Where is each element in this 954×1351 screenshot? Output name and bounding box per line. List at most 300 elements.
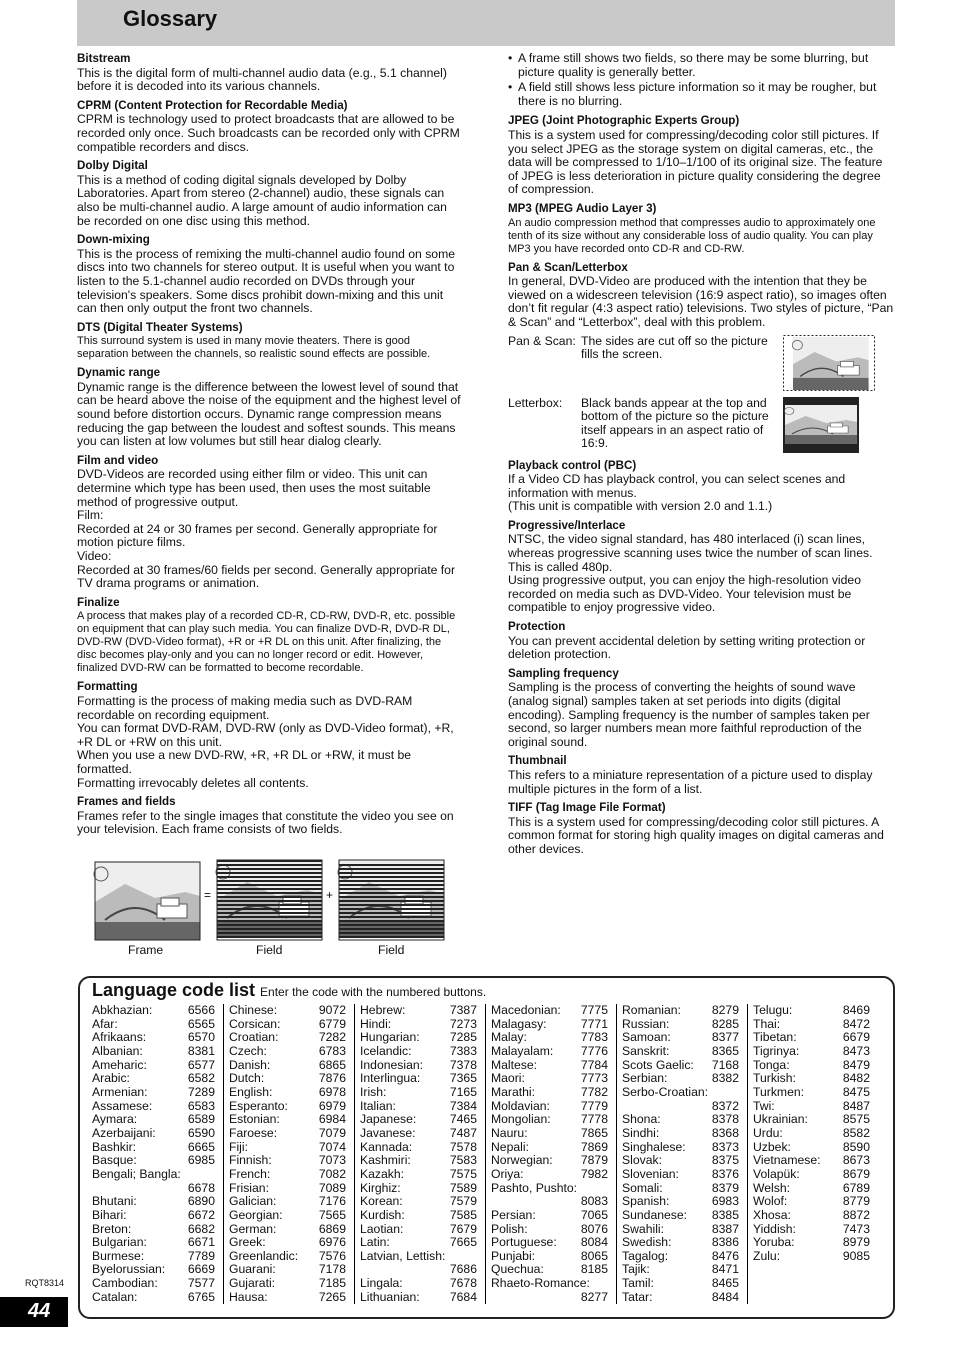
pan-scan-label: Pan & Scan:: [508, 333, 576, 348]
language-name: German:: [229, 1221, 277, 1236]
glossary-text: Dynamic range is the difference between the lowest level of sound that can be heard above the noise of the equipment and the highest level of sound before distortion occurs. Dynamic range compression means reducing the gap between the loudest and softest sounds. This means you can listen at low volumes but still hear dialog clearly.: [77, 379, 461, 449]
language-name: Tonga:: [753, 1057, 790, 1072]
language-name: Kurdish:: [360, 1207, 405, 1222]
glossary-term: CPRM (Content Protection for Recordable Media): [77, 98, 348, 112]
language-column: [92, 1004, 223, 1304]
language-row: [360, 1045, 485, 1059]
glossary-entry: [77, 366, 463, 449]
glossary-term: Dolby Digital: [77, 159, 148, 173]
language-row: [92, 1195, 223, 1209]
language-row: [360, 1072, 485, 1086]
language-code: 7789: [187, 1248, 215, 1263]
language-name: Polish:: [491, 1221, 528, 1236]
language-code: 7686: [449, 1262, 477, 1277]
language-name: Hungarian:: [360, 1030, 420, 1045]
language-code: 6985: [187, 1153, 215, 1168]
language-name: Dutch:: [229, 1071, 265, 1086]
glossary-term: Bitstream: [77, 52, 131, 65]
language-name: Vietnamese:: [753, 1153, 821, 1168]
language-code: 6590: [187, 1125, 215, 1140]
language-code: 6679: [842, 1030, 870, 1045]
language-row: [92, 1004, 223, 1018]
glossary-term: Formatting: [77, 680, 138, 694]
language-code: 7082: [318, 1166, 346, 1181]
language-row: [622, 1072, 747, 1086]
glossary-term: Frames and fields: [77, 795, 176, 809]
language-code: 7473: [842, 1221, 870, 1236]
language-column: [354, 1004, 485, 1304]
language-code: 7773: [580, 1071, 608, 1086]
language-name: Pashto, Pushto:: [491, 1180, 578, 1195]
language-name: Afrikaans:: [92, 1030, 147, 1045]
language-row: [622, 1100, 747, 1114]
language-code-heading: Language code list: [92, 980, 256, 1000]
glossary-text: This refers to a miniature representation of a picture used to display multiple pictures in the form of a list.: [508, 767, 873, 796]
language-row: [360, 1127, 485, 1141]
language-code: 7585: [449, 1207, 477, 1222]
language-code: 8084: [580, 1235, 608, 1250]
language-code: 6979: [318, 1098, 346, 1113]
language-row: [622, 1086, 747, 1100]
language-code: 8465: [711, 1276, 739, 1291]
language-code: 8872: [842, 1207, 870, 1222]
language-name: Galician:: [229, 1194, 277, 1209]
language-row: [92, 1045, 223, 1059]
language-name: Icelandic:: [360, 1043, 412, 1058]
language-name: Estonian:: [229, 1112, 280, 1127]
language-row: [360, 1209, 485, 1223]
glossary-text: This is a system used for compressing/decoding color still pictures. If you select JPEG as the storage system on digital cameras, etc., the data will be compressed to 1/10–1/100 of its original size. The feature of JPEG is less deterioration in picture quality considering the degree of compression.: [508, 127, 883, 197]
language-name: Ameharic:: [92, 1057, 147, 1072]
language-row: [753, 1086, 878, 1100]
language-row: [491, 1236, 616, 1250]
language-row: [491, 1209, 616, 1223]
language-code: 7876: [318, 1071, 346, 1086]
language-row: [229, 1018, 354, 1032]
glossary-text: Using progressive output, you can enjoy the high-resolution video recorded on media such as DVD-Video. Your television must be compatible to enjoy progressive video.: [508, 573, 861, 615]
glossary-text: Sampling is the process of converting the heights of sound wave (analog signal) samples taken at set periods into digits (digital encoding). Sampling frequency is the number of samples taken per second, so larger numbers mean more faithful reproduction of the original sound.: [508, 680, 870, 749]
language-code: 7383: [449, 1043, 477, 1058]
language-row: [491, 1113, 616, 1127]
language-code: 8386: [711, 1235, 739, 1250]
language-name: Breton:: [92, 1221, 132, 1236]
language-row: [622, 1031, 747, 1045]
language-code: 6672: [187, 1207, 215, 1222]
language-row: [229, 1263, 354, 1277]
language-column: [747, 1004, 878, 1304]
language-name: Serbian:: [622, 1071, 668, 1086]
language-name: Quechua:: [491, 1262, 544, 1277]
language-name: Bulgarian:: [92, 1235, 147, 1250]
language-code: 8472: [842, 1016, 870, 1031]
language-code: 7576: [318, 1248, 346, 1263]
language-code: 7775: [580, 1003, 608, 1017]
language-name: Turkmen:: [753, 1084, 805, 1099]
language-row: [622, 1209, 747, 1223]
glossary-term: MP3 (MPEG Audio Layer 3): [508, 201, 657, 215]
glossary-term: Thumbnail: [508, 754, 567, 768]
language-name: Sundanese:: [622, 1207, 688, 1222]
glossary-term: Pan & Scan/Letterbox: [508, 260, 628, 274]
language-code: 7289: [187, 1084, 215, 1099]
glossary-entry: [77, 233, 463, 316]
language-row: [753, 1059, 878, 1073]
language-row: [229, 1086, 354, 1100]
language-name: Somali:: [622, 1180, 663, 1195]
glossary-entry: [508, 202, 894, 256]
language-row: [92, 1127, 223, 1141]
language-row: [92, 1209, 223, 1223]
language-name: Abkhazian:: [92, 1003, 153, 1017]
language-row: [229, 1195, 354, 1209]
language-code: 7365: [449, 1071, 477, 1086]
letterbox-image: [783, 397, 859, 453]
glossary-text: An audio compression method that compresses audio to approximately one tenth of its size without any considerable loss of audio quality. You can play MP3 you have recorded onto CD-R and CD-RW.: [508, 216, 876, 255]
language-row: [360, 1086, 485, 1100]
language-code: 6669: [187, 1262, 215, 1277]
language-code: 7865: [580, 1125, 608, 1140]
language-row: [491, 1018, 616, 1032]
language-code: 8469: [842, 1003, 870, 1017]
glossary-text: This is the digital form of multi-channel audio data (e.g., 5.1 channel) before it is decoded into its various channels.: [77, 65, 447, 94]
language-row: [229, 1223, 354, 1237]
language-row: [622, 1182, 747, 1196]
language-name: Hausa:: [229, 1289, 268, 1304]
language-row: [753, 1154, 878, 1168]
language-name: Kazakh:: [360, 1166, 405, 1181]
language-row: [92, 1100, 223, 1114]
language-code: 7285: [449, 1030, 477, 1045]
language-row: [92, 1113, 223, 1127]
language-name: Greek:: [229, 1235, 266, 1250]
language-name: Rhaeto-Romance:: [491, 1276, 590, 1291]
pan-scan-text: The sides are cut off so the picture fills the screen.: [581, 333, 768, 362]
language-name: Armenian:: [92, 1084, 148, 1099]
language-name: Korean:: [360, 1194, 403, 1209]
language-name: Volapük:: [753, 1166, 800, 1181]
language-name: Tibetan:: [753, 1030, 797, 1045]
language-row: [491, 1277, 616, 1291]
language-row: [229, 1072, 354, 1086]
glossary-term: DTS (Digital Theater Systems): [77, 320, 243, 334]
language-name: Laotian:: [360, 1221, 404, 1236]
pan-scan-row: [508, 335, 894, 391]
glossary-term: JPEG (Joint Photographic Experts Group): [508, 114, 740, 128]
field-caption-1: Field: [256, 943, 283, 957]
language-name: Burmese:: [92, 1248, 145, 1263]
language-code: 7784: [580, 1057, 608, 1072]
glossary-term: Progressive/Interlace: [508, 518, 626, 532]
language-code: 7783: [580, 1030, 608, 1045]
language-code-subtitle: Enter the code with the numbered buttons.: [260, 985, 487, 999]
language-row: [622, 1141, 747, 1155]
language-name: Serbo-Croatian:: [622, 1084, 709, 1099]
language-code: 6570: [187, 1030, 215, 1045]
glossary-text: This is a system used for compressing/decoding color still pictures. A common format for storing high quality images on digital cameras and other devices.: [508, 814, 884, 856]
language-name: Tagalog:: [622, 1248, 669, 1263]
language-code: 8373: [711, 1139, 739, 1154]
language-code: 8279: [711, 1003, 739, 1017]
glossary-text: A process that makes play of a recorded CD-R, CD-RW, DVD-R, etc. possible on equipment that can play such media. You can finalize DVD-R, DVD-R DL, DVD-RW (DVD-Video format), +R or +R DL on this unit. After finalizing, the disc becomes play-only and you can no longer record or edit. However, finalized DVD-RW can be formatted to become recordable.: [77, 610, 456, 675]
language-row: [753, 1250, 878, 1264]
glossary-entry: [77, 99, 463, 154]
glossary-text: Formatting irrevocably deletes all contents.: [77, 775, 309, 790]
language-code: 6976: [318, 1235, 346, 1250]
language-name: Italian:: [360, 1098, 396, 1113]
language-row: [229, 1004, 354, 1018]
language-code: 7778: [580, 1112, 608, 1127]
language-code: 6671: [187, 1235, 215, 1250]
equals-sign: =: [204, 888, 212, 902]
language-name: Uzbek:: [753, 1139, 791, 1154]
language-code: 8365: [711, 1043, 739, 1058]
language-code: 6577: [187, 1057, 215, 1072]
language-name: Latvian, Lettish:: [360, 1248, 446, 1263]
language-name: Indonesian:: [360, 1057, 424, 1072]
language-row: [491, 1141, 616, 1155]
language-row: [753, 1031, 878, 1045]
glossary-term: TIFF (Tag Image File Format): [508, 801, 666, 815]
language-name: Lingala:: [360, 1276, 403, 1291]
glossary-text: You can format DVD-RAM, DVD-RW (only as DVD-Video format), +R, +R DL or +RW on this unit.: [77, 721, 454, 749]
language-row: [229, 1236, 354, 1250]
language-row: [360, 1277, 485, 1291]
language-name: Yoruba:: [753, 1235, 795, 1250]
glossary-term: Protection: [508, 620, 566, 634]
glossary-text: Frames refer to the single images that constitute the video you see on your television. Each frame consists of two fields.: [77, 808, 454, 837]
language-row: [92, 1250, 223, 1264]
language-name: Bhutani:: [92, 1194, 137, 1209]
language-code: 7578: [449, 1139, 477, 1154]
language-name: Ukrainian:: [753, 1112, 808, 1127]
language-name: Oriya:: [491, 1166, 524, 1181]
language-code: 6566: [187, 1003, 215, 1017]
glossary-entry: [508, 801, 894, 856]
language-code: 8387: [711, 1221, 739, 1236]
language-name: Xhosa:: [753, 1207, 791, 1222]
language-row: [753, 1018, 878, 1032]
language-name: Portuguese:: [491, 1235, 557, 1250]
page-header: [77, 0, 895, 46]
language-row: [491, 1031, 616, 1045]
language-code: 7565: [318, 1207, 346, 1222]
glossary-entry: [508, 459, 894, 514]
language-row: [360, 1113, 485, 1127]
language-name: Japanese:: [360, 1112, 417, 1127]
language-code: 6665: [187, 1139, 215, 1154]
language-name: Maori:: [491, 1071, 525, 1086]
language-name: Corsican:: [229, 1016, 281, 1031]
glossary-entry: [77, 795, 463, 837]
language-code: 8582: [842, 1125, 870, 1140]
language-row: [229, 1168, 354, 1182]
language-row: [491, 1154, 616, 1168]
language-code: 8372: [711, 1098, 739, 1113]
language-row: [622, 1277, 747, 1291]
language-row: [491, 1059, 616, 1073]
language-name: Kirghiz:: [360, 1180, 401, 1195]
language-name: Gujarati:: [229, 1276, 276, 1291]
language-row: [360, 1236, 485, 1250]
language-name: Swedish:: [622, 1235, 672, 1250]
language-name: Shona:: [622, 1112, 661, 1127]
language-row: [491, 1291, 616, 1305]
language-row: [229, 1154, 354, 1168]
glossary-entry: [508, 114, 894, 197]
language-code: 7073: [318, 1153, 346, 1168]
language-row: [229, 1277, 354, 1291]
language-row: [229, 1182, 354, 1196]
language-name: Georgian:: [229, 1207, 283, 1222]
language-row: [622, 1127, 747, 1141]
glossary-term: Playback control (PBC): [508, 458, 637, 472]
language-name: Russian:: [622, 1016, 670, 1031]
language-row: [753, 1195, 878, 1209]
language-name: Guarani:: [229, 1262, 276, 1277]
language-code: 8482: [842, 1071, 870, 1086]
glossary-text: This is a method of coding digital signals developed by Dolby Laboratories. Apart from stereo (2-channel) audio, these signals can also be multi-channel audio. A large amount of audio information can be recorded on one disc using this method.: [77, 172, 447, 228]
frame-caption: Frame: [128, 943, 164, 957]
language-row: [491, 1168, 616, 1182]
language-name: Hindi:: [360, 1016, 392, 1031]
language-row: [753, 1100, 878, 1114]
letterbox-row: [508, 397, 894, 453]
language-code-title: [92, 980, 486, 1001]
language-row: [92, 1223, 223, 1237]
language-row: [753, 1168, 878, 1182]
language-row: [753, 1209, 878, 1223]
glossary-term: Film and video: [77, 453, 159, 467]
language-row: [229, 1100, 354, 1114]
language-name: Spanish:: [622, 1194, 670, 1209]
language-name: Arabic:: [92, 1071, 130, 1086]
language-code: 6865: [318, 1057, 346, 1072]
language-code: 8083: [580, 1194, 608, 1209]
language-row: [92, 1031, 223, 1045]
field-caption-2: Field: [378, 943, 405, 957]
language-name: Interlingua:: [360, 1071, 421, 1086]
glossary-term: Dynamic range: [77, 366, 161, 380]
language-name: Mongolian:: [491, 1112, 551, 1127]
language-code: 7176: [318, 1194, 346, 1209]
language-row: [360, 1004, 485, 1018]
language-row: [229, 1141, 354, 1155]
language-row: [622, 1045, 747, 1059]
language-name: Malay:: [491, 1030, 527, 1045]
language-code: 8473: [842, 1043, 870, 1058]
language-row: [92, 1086, 223, 1100]
language-name: Yiddish:: [753, 1221, 796, 1236]
language-code: 7782: [580, 1084, 608, 1099]
language-code: 6890: [187, 1194, 215, 1209]
language-name: Maltese:: [491, 1057, 538, 1072]
language-row: [92, 1018, 223, 1032]
language-code: 8479: [842, 1057, 870, 1072]
language-code: 7387: [449, 1003, 477, 1017]
glossary-entry: [77, 596, 463, 676]
language-row: [229, 1059, 354, 1073]
language-code: 9085: [842, 1248, 870, 1263]
language-name: Danish:: [229, 1057, 271, 1072]
language-code: 7575: [449, 1166, 477, 1181]
glossary-text: This is the process of remixing the multi-channel audio found on some discs into two channels for stereo output. It is useful when you want to listen to the 5.1-channel audio recorded on DVDs through your television's speakers. Some discs prohibit down-mixing and this unit can then only output the front two channels.: [77, 246, 456, 316]
glossary-column-left: [77, 52, 463, 842]
language-name: Wolof:: [753, 1194, 788, 1209]
glossary-entry: [77, 159, 463, 228]
language-code: 7684: [449, 1289, 477, 1304]
language-name: Singhalese:: [622, 1139, 686, 1154]
glossary-text: Film:: [77, 508, 104, 523]
glossary-text: Recorded at 24 or 30 frames per second. Generally appropriate for motion picture films.: [77, 521, 438, 550]
language-code: 6582: [187, 1071, 215, 1086]
language-column: [485, 1004, 616, 1304]
glossary-text: You can prevent accidental deletion by setting writing protection or deletion protection.: [508, 633, 866, 662]
language-row: [622, 1004, 747, 1018]
language-name: Lithuanian:: [360, 1289, 420, 1304]
plus-sign: +: [326, 888, 334, 902]
language-row: [229, 1291, 354, 1305]
language-name: Chinese:: [229, 1003, 278, 1017]
language-name: Nauru:: [491, 1125, 528, 1140]
language-column: [616, 1004, 747, 1304]
language-name: Turkish:: [753, 1071, 796, 1086]
language-row: [360, 1291, 485, 1305]
language-code: 8379: [711, 1180, 739, 1195]
language-code: 8277: [580, 1289, 608, 1304]
language-name: Tajik:: [622, 1262, 650, 1277]
language-name: Bengali; Bangla:: [92, 1166, 181, 1181]
language-row: [92, 1277, 223, 1291]
page-number-tab: [0, 1297, 68, 1327]
language-code: 7185: [318, 1276, 346, 1291]
language-row: [229, 1045, 354, 1059]
glossary-entry: [77, 52, 463, 94]
frames-fields-figure: [93, 858, 449, 958]
language-name: Kannada:: [360, 1139, 413, 1154]
language-row: [753, 1236, 878, 1250]
language-name: Punjabi:: [491, 1248, 536, 1263]
language-name: Bihari:: [92, 1207, 127, 1222]
language-name: Albanian:: [92, 1043, 143, 1058]
language-code: 8484: [711, 1289, 739, 1304]
language-name: Irish:: [360, 1084, 387, 1099]
language-code: 7771: [580, 1016, 608, 1031]
language-name: Azerbaijani:: [92, 1125, 156, 1140]
language-code: 8065: [580, 1248, 608, 1263]
language-row: [92, 1182, 223, 1196]
language-code: 7378: [449, 1057, 477, 1072]
frame-field-notes: [508, 52, 894, 108]
language-code-list: [78, 976, 895, 1319]
language-name: Samoan:: [622, 1030, 671, 1045]
language-code: 7776: [580, 1043, 608, 1058]
language-row: [622, 1168, 747, 1182]
language-name: Bashkir:: [92, 1139, 137, 1154]
language-code: 7168: [711, 1057, 739, 1072]
language-name: Urdu:: [753, 1125, 783, 1140]
page-title: Glossary: [123, 6, 218, 31]
language-row: [92, 1168, 223, 1182]
language-row: [753, 1223, 878, 1237]
language-row: [92, 1059, 223, 1073]
language-code: 7583: [449, 1153, 477, 1168]
language-code: 9072: [318, 1003, 346, 1017]
language-name: Kashmiri:: [360, 1153, 411, 1168]
language-code: 8382: [711, 1071, 739, 1086]
language-name: French:: [229, 1166, 271, 1181]
language-row: [360, 1018, 485, 1032]
glossary-term: Down-mixing: [77, 233, 150, 247]
